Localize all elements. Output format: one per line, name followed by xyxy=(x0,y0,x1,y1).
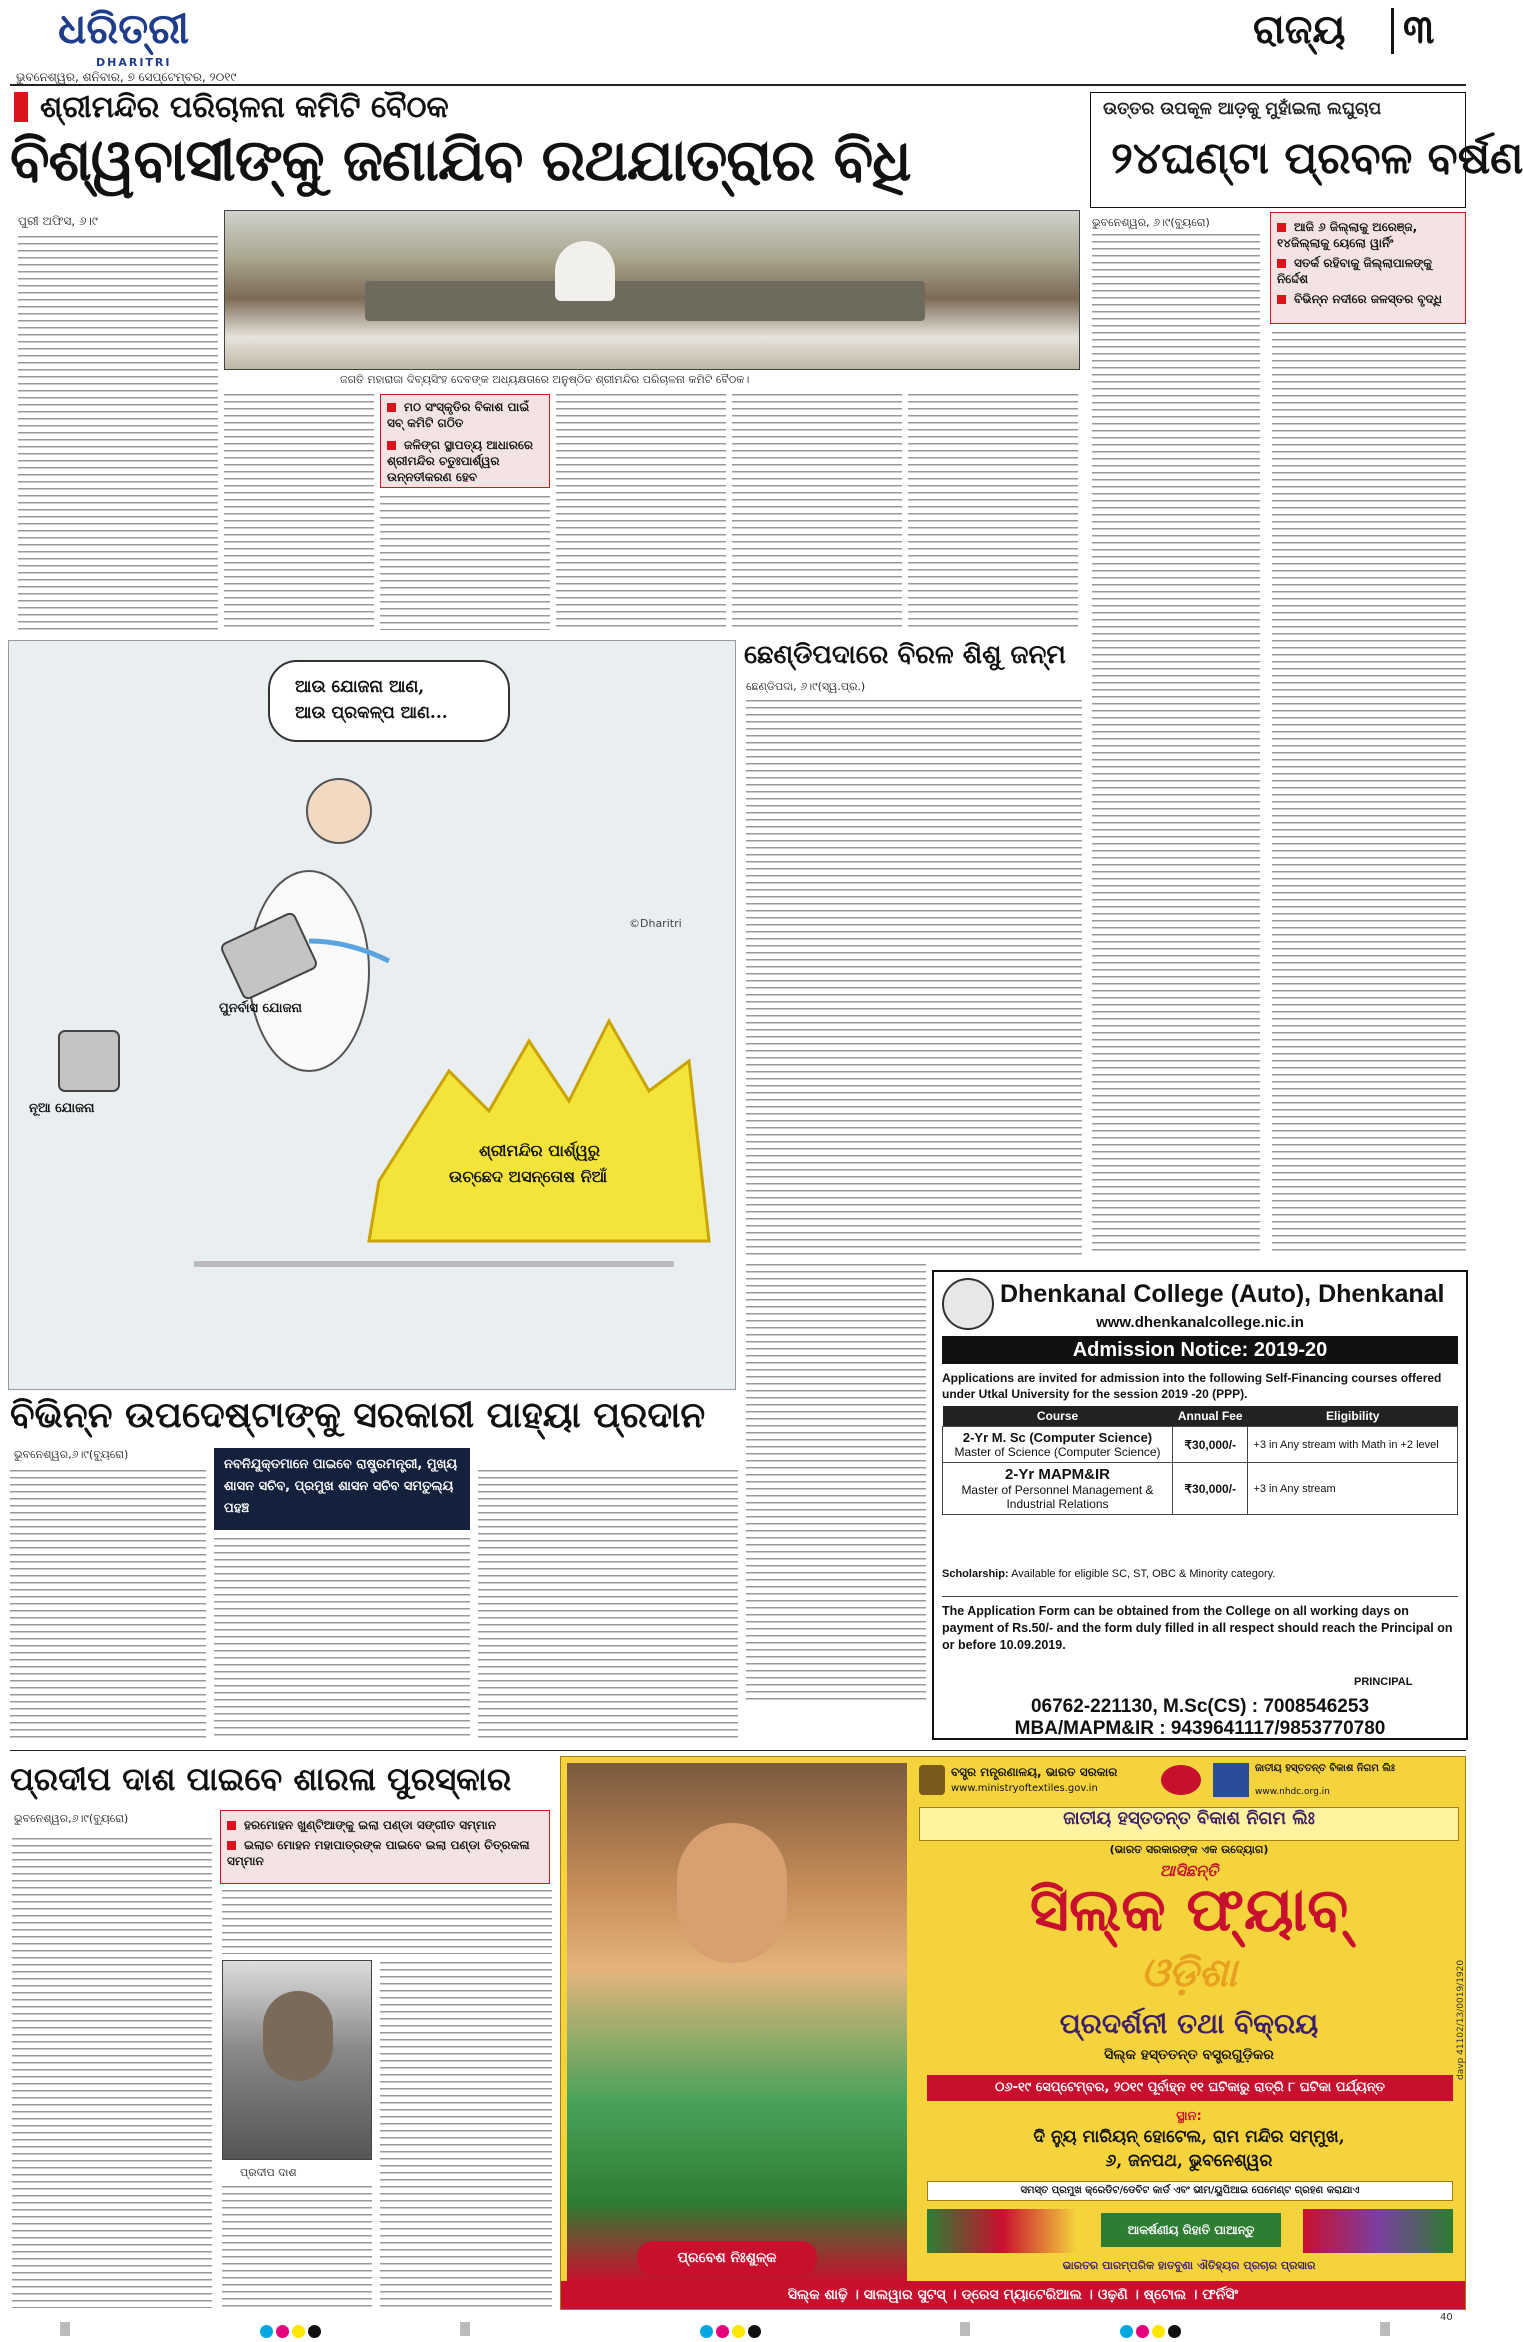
advisers-highlight-box xyxy=(214,1448,470,1530)
ministry-url: www.ministryoftextiles.gov.in xyxy=(951,1783,1098,1794)
exhibition-dates: ୦୬-୧୯ ସେପ୍ଟେମ୍ବର, ୨୦୧୯ ପୂର୍ବାହ୍ନ ୧୧ ଘଟିକାରୁ ରାତ୍ରି ୮ ଘଟିକା ପର୍ଯ୍ୟନ୍ତ xyxy=(927,2075,1453,2101)
weather-point-2: ସତର୍କ ରହିବାକୁ ଜିଲ୍ଲାପାଳଙ୍କୁ ନିର୍ଦ୍ଦେଶ xyxy=(1277,256,1433,286)
college-ad xyxy=(932,1270,1468,1740)
college-name: Dhenkanal College (Auto), Dhenkanal xyxy=(1000,1280,1445,1308)
venue-line-2: ୬, ଜନପଥ, ଭୁବନେଶ୍ୱର xyxy=(1105,2151,1273,2171)
silk-tagline: ଭାରତର ପାରମ୍ପରିକ ହାତବୁଣା ଐତିହ୍ୟର ପ୍ରଚାର ପ୍ରସାର xyxy=(1062,2259,1316,2272)
weather-point-1: ଆଜି ୬ ଜିଲ୍ଲାକୁ ଅରେଞ୍ଜ, ୧୪ଜିଲ୍ଲାକୁ ୟେଲୋ ୱାର୍ନିଂ xyxy=(1277,220,1418,250)
meeting-table xyxy=(365,281,925,321)
weather-headline: ୨୪ଘଣ୍ଟା ପ୍ରବଳ ବର୍ଷଣ xyxy=(1111,133,1523,184)
corp-sub: (ଭାରତ ସରକାରଙ୍କ ଏକ ଉଦ୍ୟୋଗ) xyxy=(1109,1843,1269,1856)
fabric-swatch-left xyxy=(927,2209,1077,2253)
course-table-header xyxy=(943,1406,1458,1427)
lead-kicker: ଶ୍ରୀମନ୍ଦିର ପରିଚାଳନା କମିଟି ବୈଠକ xyxy=(40,90,449,125)
model-photo xyxy=(567,1763,907,2281)
award-body-col1 xyxy=(12,1838,212,2308)
color-bar-3 xyxy=(1120,2323,1184,2342)
masthead-rule xyxy=(10,84,1466,86)
silk-fab-subtitle: ଓଡ଼ିଶା xyxy=(1140,1949,1238,1996)
college-website: www.dhenkanalcollege.nic.in xyxy=(1096,1314,1304,1331)
section-name: ରାଜ୍ୟ xyxy=(1253,6,1346,53)
course-desc: Master of Science (Computer Science) xyxy=(954,1445,1161,1459)
award-photo-caption: ପ୍ରଦୀପ ଦାଶ xyxy=(240,2166,297,2179)
weather-head-box xyxy=(1090,92,1523,208)
lead-body-col2 xyxy=(224,394,374,630)
venue-line-1: ଦି ନ୍ୟୁ ମାରିୟନ୍ ହୋଟେଲ, ରାମ ମନ୍ଦିର ସମ୍ମୁଖ, xyxy=(1033,2127,1345,2147)
scholarship-text: Available for eligible SC, ST, OBC & Minority category. xyxy=(1011,1568,1276,1580)
exhibition-title: ପ୍ରଦର୍ଶନୀ ତଥା ବିକ୍ରୟ xyxy=(1059,2007,1319,2040)
lead-headline: ବିଶ୍ୱବାସୀଙ୍କୁ ଜଣାଯିବ ରଥଯାତ୍ରାର ବିଧି xyxy=(10,126,911,194)
emblem-icon xyxy=(919,1765,945,1795)
lead-photo-caption: ଜଗତି ମହାରାଜା ଦିବ୍ୟସିଂହ ଦେବଙ୍କ ଅଧ୍ୟକ୍ଷତାରେ ଅନୁଷ୍ଠିତ ଶ୍ରୀମନ୍ଦିର ପରିଚାଳନା କମିଟି ବୈଠକ। xyxy=(340,373,750,386)
fabric-swatch-right xyxy=(1303,2209,1453,2253)
weather-body-col1 xyxy=(1092,234,1260,1254)
course-name: 2-Yr MAPM&IR xyxy=(1004,1466,1110,1483)
advisers-body-col1 xyxy=(10,1470,206,1740)
award-body-col2 xyxy=(222,1890,552,1954)
lead-pullquote-box xyxy=(380,394,550,488)
man-head xyxy=(307,779,371,843)
course-desc: Master of Personnel Management & Industrial Relations xyxy=(961,1483,1154,1511)
corp-name: ଜାତୀୟ ହସ୍ତତନ୍ତ ବିକାଶ ନିଗମ ଲିଃ xyxy=(1063,1808,1315,1829)
college-phone-1: 06762-221130, M.Sc(CS) : 7008546253 xyxy=(1030,1696,1370,1717)
col-eligibility: Eligibility xyxy=(1248,1406,1458,1427)
bucket-scheme-label: ପୁନର୍ବାସ ଯୋଜନା xyxy=(219,1001,302,1016)
weather-byline: ଭୁବନେଶ୍ୱର, ୬।୯(ବ୍ୟୁରୋ) xyxy=(1092,216,1210,229)
discount-badge: ଆକର୍ଷଣୀୟ ରିହାତି ପାଆନ୍ତୁ xyxy=(1101,2213,1281,2247)
silk-ad xyxy=(560,1756,1466,2310)
birth-body xyxy=(746,700,1082,1260)
fire-label-2: ଉଚ୍ଛେଦ ଅସନ୍ତୋଷ ନିଆଁ xyxy=(449,1167,608,1186)
ministry-name: ବସ୍ତ୍ର ମନ୍ତ୍ରଣାଳୟ, ଭାରତ ସରକାର xyxy=(951,1765,1118,1779)
col-course: Course xyxy=(943,1406,1173,1427)
pullquote-2: ଜଳିଙ୍ଗ ସ୍ଥାପତ୍ୟ ଆଧାରରେ ଶ୍ରୀମନ୍ଦିର ଚତୁଃପାର୍ଶ୍ୱର ଉନ୍ନତୀକରଣ ହେବ xyxy=(387,438,533,484)
presents-label: ଆସିଛନ୍ତି xyxy=(1159,1861,1219,1880)
award-byline: ଭୁବନେଶ୍ୱର,୬।୯(ବ୍ୟୁରୋ) xyxy=(14,1812,129,1825)
admission-notice: Admission Notice: 2019-20 xyxy=(942,1336,1458,1364)
application-form-text: The Application Form can be obtained from the College on all working days on payment of Rs.50/- and the form duly filled in all respect should reach the Principal on or before 10.09.2019. xyxy=(942,1596,1458,1654)
lead-body-col5 xyxy=(732,394,902,630)
lead-body-col4 xyxy=(556,394,726,630)
section-divider xyxy=(1391,8,1394,54)
reg-block xyxy=(460,2322,470,2336)
advisers-highlight: ନବନିଯୁକ୍ତମାନେ ପାଇବେ ରାଷ୍ଟ୍ରମନ୍ତ୍ରୀ, ମୁଖ୍ୟ ଶାସନ ସଚିବ, ପ୍ରମୁଖ ଶାସନ ସଚିବ ସମତୁଲ୍ୟ ପହଞ୍ଚ xyxy=(224,1457,458,1516)
lead-byline: ପୁରୀ ଅଫିସ, ୬।୯ xyxy=(18,214,98,228)
chair-person xyxy=(555,241,615,301)
portrait-face xyxy=(263,1991,333,2081)
section-rule xyxy=(10,1750,1466,1751)
speech-line-1: ଆଉ ଯୋଜନା ଆଣ, xyxy=(295,677,425,697)
reg-block xyxy=(60,2322,70,2336)
award-point-1: ହରମୋହନ ଖୁଣ୍ଟିଆଙ୍କୁ ଇଲା ପଣ୍ଡା ସଙ୍ଗୀତ ସମ୍ମାନ xyxy=(244,1818,496,1832)
weather-kicker: ଉତ୍ତର ଉପକୂଳ ଆଡ଼କୁ ମୁହାଁଇଲା ଲଘୁଚାପ xyxy=(1103,99,1382,119)
scholarship-label: Scholarship: xyxy=(942,1568,1009,1580)
payment-note: ସମସ୍ତ ପ୍ରମୁଖ କ୍ରେଡିଟ/ଡେବିଟ କାର୍ଡ ଏବଂ ଭୀମ/ୟୁପିଆଇ ପେମେଣ୍ଟ ଗ୍ରହଣ କରାଯାଏ xyxy=(927,2181,1453,2201)
weather-body-col2 xyxy=(1272,332,1466,1254)
corp-banner xyxy=(919,1807,1459,1841)
course-fee: ₹30,000/- xyxy=(1173,1427,1248,1463)
course-name: 2-Yr M. Sc (Computer Science) xyxy=(962,1430,1153,1445)
advisers-headline: ବିଭିନ୍ନ ଉପଦେଷ୍ଟାଙ୍କୁ ସରକାରୀ ପାହ୍ୟା ପ୍ରଦାନ xyxy=(10,1394,706,1436)
ground-line xyxy=(194,1261,674,1267)
cartoon-drawing xyxy=(9,641,737,1391)
bucket-new-label: ନୂଆ ଯୋଜନା xyxy=(29,1101,95,1116)
cartoon-credit: ©Dharitri xyxy=(629,917,682,930)
lead-body-col1 xyxy=(18,236,218,630)
entry-free-badge: ପ୍ରବେଶ ନିଃଶୁଳ୍କ xyxy=(637,2241,817,2275)
course-eligibility: +3 in Any stream with Math in +2 level xyxy=(1248,1427,1458,1463)
page-number: ୩ xyxy=(1403,6,1435,53)
birth-body-cont xyxy=(746,1264,926,1704)
advisers-body-col2 xyxy=(214,1538,470,1740)
course-fee: ₹30,000/- xyxy=(1173,1463,1248,1515)
color-bar-2 xyxy=(700,2323,764,2342)
weather-points-box xyxy=(1270,212,1466,324)
signatory: PRINCIPAL xyxy=(1354,1676,1413,1688)
masthead-logo: ଧରିତ୍ରୀ xyxy=(58,4,190,53)
birth-byline: ଛେଣ୍ଡିପଦା, ୬।୯(ସ୍ୱ.ପ୍ର.) xyxy=(746,680,866,693)
birth-headline: ଛେଣ୍ଡିପଦାରେ ବିରଳ ଶିଶୁ ଜନ୍ମ xyxy=(744,640,1066,670)
model-face xyxy=(677,1823,787,1963)
lead-body-col3 xyxy=(380,496,550,630)
masthead xyxy=(8,4,1476,86)
award-body-col3 xyxy=(380,1962,552,2308)
registration-strip xyxy=(60,2322,1440,2336)
reg-block xyxy=(960,2322,970,2336)
award-point-2: ଇଲାଚ ମୋହନ ମହାପାତ୍ରଙ୍କ ପାଇବେ ଇଲା ପଣ୍ଡା ଚିତ୍ରକଳା ସମ୍ମାନ xyxy=(227,1838,530,1868)
venue-label: ସ୍ଥାନ: xyxy=(1176,2109,1202,2124)
award-photo xyxy=(222,1960,372,2160)
lead-body-col6 xyxy=(908,394,1078,630)
course-eligibility: +3 in Any stream xyxy=(1248,1463,1458,1515)
col-fee: Annual Fee xyxy=(1173,1406,1248,1427)
speech-line-2: ଆଉ ପ୍ରକଳ୍ପ ଆଣ... xyxy=(295,703,448,723)
advisers-body-col3 xyxy=(478,1470,738,1740)
college-phone-2: MBA/MAPM&IR : 9439641117/9853770780 xyxy=(1014,1718,1386,1739)
silk-fab-title: ସିଲ୍କ ଫ୍ୟାବ୍ xyxy=(1029,1875,1349,1945)
corp-url: www.nhdc.org.in xyxy=(1255,1787,1330,1797)
kicker-marker xyxy=(14,92,28,122)
nhdc-logo-icon xyxy=(1213,1763,1249,1797)
reg-block xyxy=(1380,2322,1390,2336)
folio: 40 xyxy=(1440,2312,1453,2323)
college-intro: Applications are invited for admission into the following Self-Financing courses offered under Utkal University for the session 2019 -20 (PPP). xyxy=(942,1371,1442,1401)
lead-photo xyxy=(224,210,1080,370)
award-body-col4 xyxy=(222,2186,372,2308)
table-row xyxy=(943,1427,1458,1463)
dateline: ଭୁବନେଶ୍ୱର, ଶନିବାର, ୭ ସେପ୍ଟେମ୍ବର, ୨୦୧୯ xyxy=(16,70,237,84)
pullquote-1: ମଠ ସଂସ୍କୃତିର ବିକାଶ ପାଇଁ ସବ୍ କମିଟି ଗଠିତ xyxy=(387,400,530,430)
cartoon-panel xyxy=(8,640,736,1390)
scholarship-line xyxy=(942,1568,1458,1580)
color-bar-1 xyxy=(260,2323,324,2342)
speech-bubble xyxy=(269,661,509,741)
bucket-new xyxy=(59,1031,119,1091)
advisers-byline: ଭୁବନେଶ୍ୱର,୬।୯(ବ୍ୟୁରୋ) xyxy=(14,1448,129,1461)
weather-point-3: ବିଭିନ୍ନ ନଦୀରେ ଜଳସ୍ତର ବୃଦ୍ଧି xyxy=(1294,292,1442,306)
award-points-box xyxy=(220,1810,550,1884)
table-row xyxy=(943,1463,1458,1515)
masthead-logo-sub: DHARITRI xyxy=(96,56,172,69)
handloom-logo-icon xyxy=(1161,1765,1201,1795)
exhibition-sub: ସିଲ୍କ ହସ୍ତତନ୍ତ ବସ୍ତ୍ରଗୁଡ଼ିକର xyxy=(1104,2047,1274,2063)
product-strip: ସିଲ୍କ ଶାଢ଼ି । ସାଲୱାର ସୁଟସ୍ । ଡ୍ରେସ ମ୍ୟାଟେରିଆଲ । ଓଢ଼ଣି । ଷ୍ଟୋଲ । ଫର୍ନିସିଂ xyxy=(561,2281,1465,2309)
course-table xyxy=(942,1406,1458,1515)
ad-code: davp 41102/13/0019/1920 xyxy=(1456,1959,1466,2080)
corp-name-small: ଜାତୀୟ ହସ୍ତତନ୍ତ ବିକାଶ ନିଗମ ଲିଃ xyxy=(1255,1763,1395,1774)
fire-shape xyxy=(369,1021,709,1241)
fire-label-1: ଶ୍ରୀମନ୍ଦିର ପାର୍ଶ୍ୱରୁ xyxy=(479,1141,600,1160)
award-headline: ପ୍ରଦୀପ ଦାଶ ପାଇବେ ଶାରଳା ପୁରସ୍କାର xyxy=(10,1760,512,1798)
